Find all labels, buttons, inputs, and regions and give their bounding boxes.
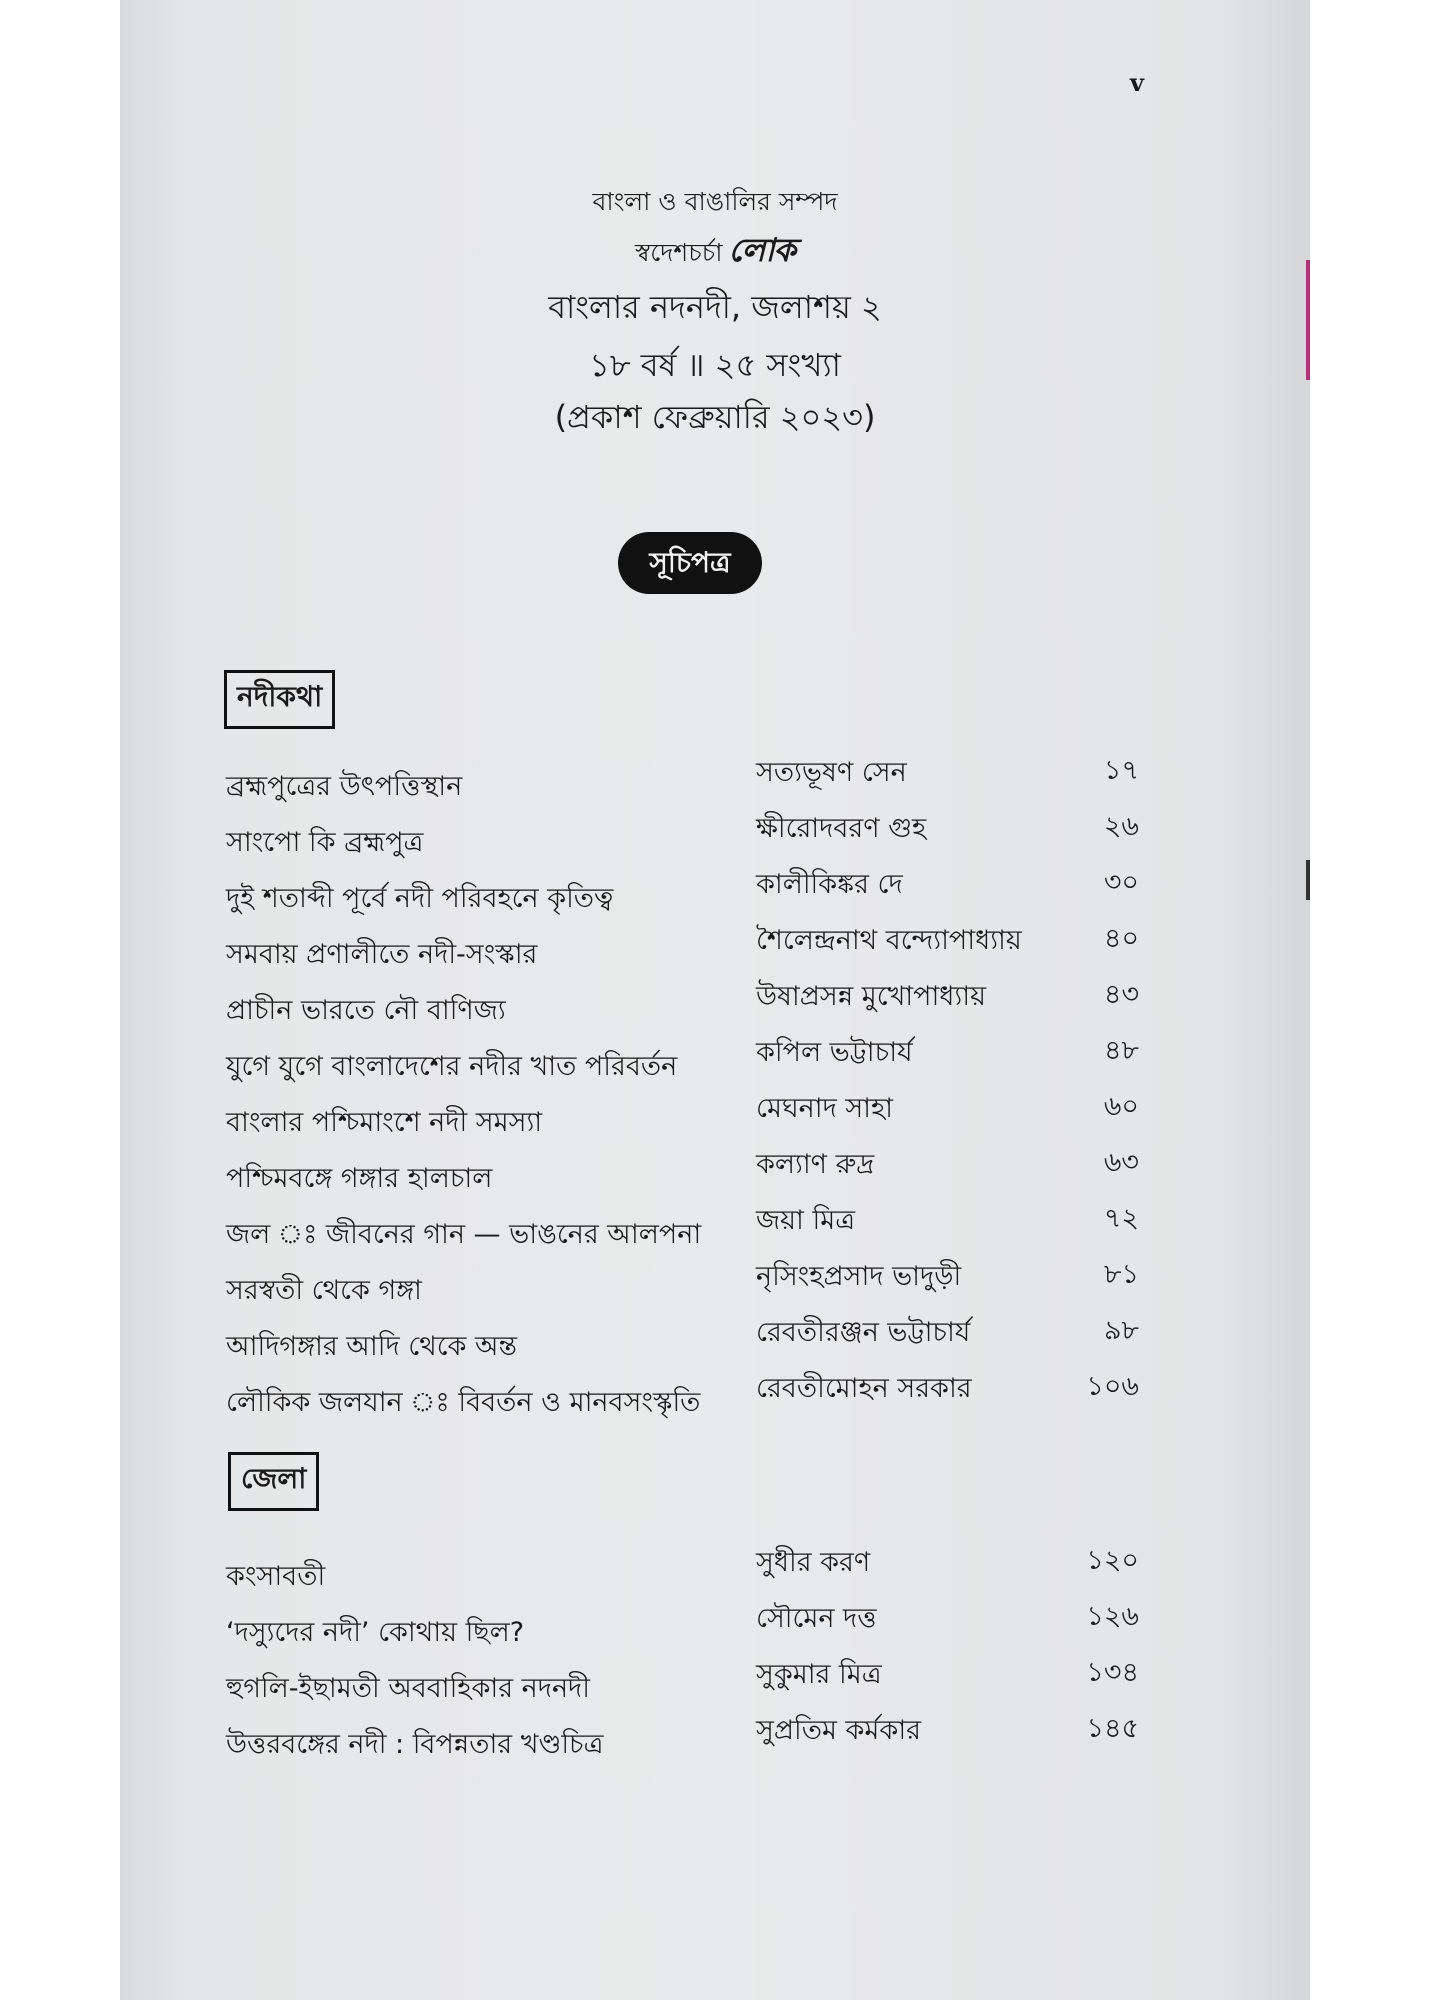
entry-title: ‘দস্যুদের নদী’ কোথায় ছিল? [226, 1617, 525, 1648]
entry-title: পশ্চিমবঙ্গে গঙ্গার হালচাল [226, 1163, 493, 1194]
toc-entry [0, 923, 1429, 984]
entry-page: ৪৩ [1103, 979, 1139, 1010]
entry-page: ১৪৫ [1086, 1713, 1139, 1744]
entry-title: কংসাবতী [226, 1561, 326, 1592]
entry-page: ১৭ [1103, 755, 1139, 786]
entry-author: কালীকিঙ্কর দে [756, 869, 903, 900]
toc-entry [0, 1315, 1429, 1376]
entry-author: সুকুমার মিত্র [756, 1659, 882, 1690]
entry-author: সুধীর করণ [756, 1547, 871, 1578]
entry-page: ১৩৪ [1086, 1657, 1139, 1688]
entry-author: নৃসিংহপ্রসাদ ভাদুড়ী [756, 1261, 962, 1292]
entry-page: ১০৬ [1086, 1371, 1139, 1402]
entry-page: ১২৬ [1086, 1601, 1139, 1632]
journal-logo: লোক [728, 231, 795, 269]
toc-entry [0, 1203, 1429, 1264]
entry-author: রেবতীরঞ্জন ভট্টাচার্য [756, 1317, 971, 1348]
entry-title: আদিগঙ্গার আদি থেকে অন্ত [226, 1331, 518, 1362]
entry-title: সাংপো কি ব্রহ্মপুত্র [226, 827, 424, 858]
toc-entry [0, 811, 1429, 872]
entry-title: প্রাচীন ভারতে নৌ বাণিজ্য [226, 995, 506, 1026]
entry-author: মেঘনাদ সাহা [756, 1093, 894, 1124]
masthead-tagline: বাংলা ও বাঙালির সম্পদ [592, 187, 838, 216]
entry-author: সুপ্রতিম কর্মকার [756, 1715, 921, 1746]
entry-title: সরস্বতী থেকে গঙ্গা [226, 1275, 422, 1306]
entry-title: লৌকিক জলযান ঃ বিবর্তন ও মানবসংস্কৃতি [226, 1387, 701, 1418]
toc-heading: সূচিপত্র [618, 532, 762, 594]
entry-title: ব্রহ্মপুত্রের উৎপত্তিস্থান [226, 771, 463, 802]
toc-entry [0, 1601, 1429, 1662]
toc-entry [0, 979, 1429, 1040]
entry-title: যুগে যুগে বাংলাদেশের নদীর খাত পরিবর্তন [226, 1051, 678, 1082]
entry-title: বাংলার পশ্চিমাংশে নদী সমস্যা [226, 1107, 543, 1138]
entry-author: ক্ষীরোদবরণ গুহ [756, 813, 927, 844]
entry-page: ৩০ [1103, 867, 1139, 898]
entry-author: রেবতীমোহন সরকার [756, 1373, 972, 1404]
entry-page: ৮১ [1103, 1259, 1139, 1290]
entry-page: ১২০ [1086, 1545, 1139, 1576]
entry-title: দুই শতাব্দী পূর্বে নদী পরিবহনে কৃতিত্ব [226, 883, 614, 914]
toc-entry [0, 1713, 1429, 1774]
toc-entry [0, 1147, 1429, 1208]
entry-page: ৬৩ [1103, 1147, 1139, 1178]
section-heading: নদীকথা [224, 670, 335, 729]
issue-volume: ১৮ বর্ষ ॥ ২৫ সংখ্যা [589, 346, 841, 384]
entry-author: কপিল ভট্টাচার্য [756, 1037, 913, 1068]
page-number: v [1130, 68, 1144, 97]
entry-page: ৪৮ [1103, 1035, 1139, 1066]
entry-author: সত্যভূষণ সেন [756, 757, 907, 788]
issue-title: বাংলার নদনদী, জলাশয় ২ [548, 288, 882, 326]
entry-title: হুগলি-ইছামতী অববাহিকার নদনদী [226, 1673, 590, 1704]
entry-title: সমবায় প্রণালীতে নদী-সংস্কার [226, 939, 538, 970]
entry-page: ৭২ [1103, 1203, 1139, 1234]
section-heading: জেলা [228, 1452, 319, 1511]
publication-date: (প্রকাশ ফেব্রুয়ারি ২০২৩) [554, 398, 876, 436]
entry-author: কল্যাণ রুদ্র [756, 1149, 875, 1180]
entry-author: জয়া মিত্র [756, 1205, 856, 1236]
masthead-journal-name [120, 225, 1310, 279]
entry-author: উষাপ্রসন্ন মুখোপাধ্যায় [756, 981, 986, 1012]
toc-entry [0, 1035, 1429, 1096]
entry-author: সৌমেন দত্ত [756, 1603, 877, 1634]
entry-author: শৈলেন্দ্রনাথ বন্দ্যোপাধ্যায় [756, 925, 1022, 956]
entry-title: জল ঃ জীবনের গান — ভাঙনের আলপনা [226, 1219, 702, 1250]
toc-entry [0, 1545, 1429, 1606]
toc-entry [0, 1371, 1429, 1432]
entry-page: ৪০ [1103, 923, 1139, 954]
entry-title: উত্তরবঙ্গের নদী : বিপন্নতার খণ্ডচিত্র [226, 1729, 604, 1760]
toc-entry [0, 1657, 1429, 1718]
toc-entry [0, 755, 1429, 816]
entry-page: ৯৮ [1103, 1315, 1139, 1346]
toc-entry [0, 1259, 1429, 1320]
toc-entry [0, 1091, 1429, 1152]
entry-page: ৬০ [1103, 1091, 1139, 1122]
masthead-prefix: স্বদেশচর্চা [635, 238, 723, 267]
toc-entry [0, 867, 1429, 928]
entry-page: ২৬ [1103, 811, 1139, 842]
